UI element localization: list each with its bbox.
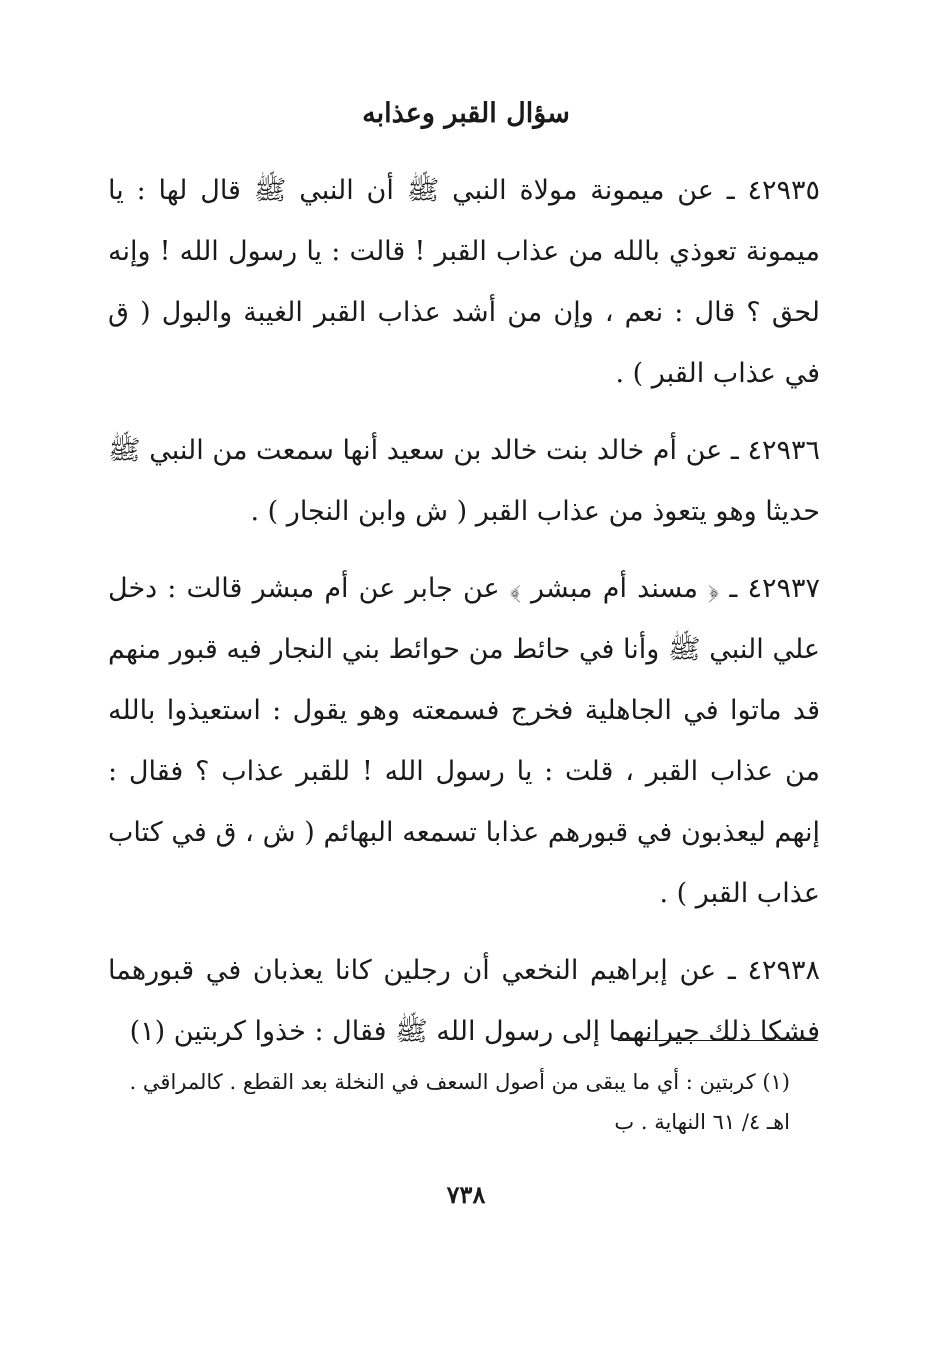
- document-body: [108, 160, 820, 1078]
- hadith-number: ٤٢٩٣٨: [747, 955, 820, 986]
- hadith-number: ٤٢٩٣٥: [747, 175, 820, 206]
- hadith-paragraph: [108, 420, 820, 542]
- hadith-text: ـ عن ميمونة مولاة النبي ﷺ أن النبي ﷺ قال لها : يا ميمونة تعوذي بالله من عذاب القبر ! قالت : يا رسول الله ! وإنه لحق ؟ قال : نعم ، وإن من أشد عذاب القبر الغيبة والبول ( ق في عذاب القبر ) .: [108, 175, 820, 389]
- hadith-number: ٤٢٩٣٧: [747, 573, 820, 604]
- footnote-marker: (١): [762, 1070, 790, 1094]
- hadith-text: ـ ﴿ مسند أم مبشر ﴾ عن جابر عن أم مبشر قالت : دخل علي النبي ﷺ وأنا في حائط من حوائط بني النجار فيه قبور منهم قد ماتوا في الجاهلية فخرج فسمعته وهو يقول : استعيذوا بالله من عذاب القبر ، قلت : يا رسول الله ! للقبر عذاب ؟ فقال : إنهم ليعذبون في قبورهم عذابا تسمعه البهائم ( ش ، ق في كتاب عذاب القبر ) .: [108, 573, 820, 909]
- hadith-paragraph: [108, 558, 820, 924]
- hadith-number: ٤٢٩٣٦: [747, 435, 820, 466]
- page-number: ٧٣٨: [446, 1180, 486, 1209]
- hadith-text: ـ عن إبراهيم النخعي أن رجلين كانا يعذبان في قبورهما فشكا ذلك جيرانهما إلى رسول الله ﷺ فقال : خذوا كربتين (١): [108, 955, 820, 1047]
- hadith-paragraph: [108, 940, 820, 1062]
- footnote-text: كربتين : أي ما يبقى من أصول السعف في النخلة بعد القطع . كالمراقي . اهـ ٤/ ٦١ النهاية . ب: [129, 1070, 790, 1134]
- page-header-title: سؤال القبر وعذابه: [362, 98, 570, 129]
- footnote: [110, 1062, 790, 1142]
- hadith-text: ـ عن أم خالد بنت خالد بن سعيد أنها سمعت من النبي ﷺ حديثا وهو يتعوذ من عذاب القبر ( ش وابن النجار ) .: [108, 435, 820, 527]
- hadith-paragraph: [108, 160, 820, 404]
- footnote-separator: [618, 1040, 818, 1041]
